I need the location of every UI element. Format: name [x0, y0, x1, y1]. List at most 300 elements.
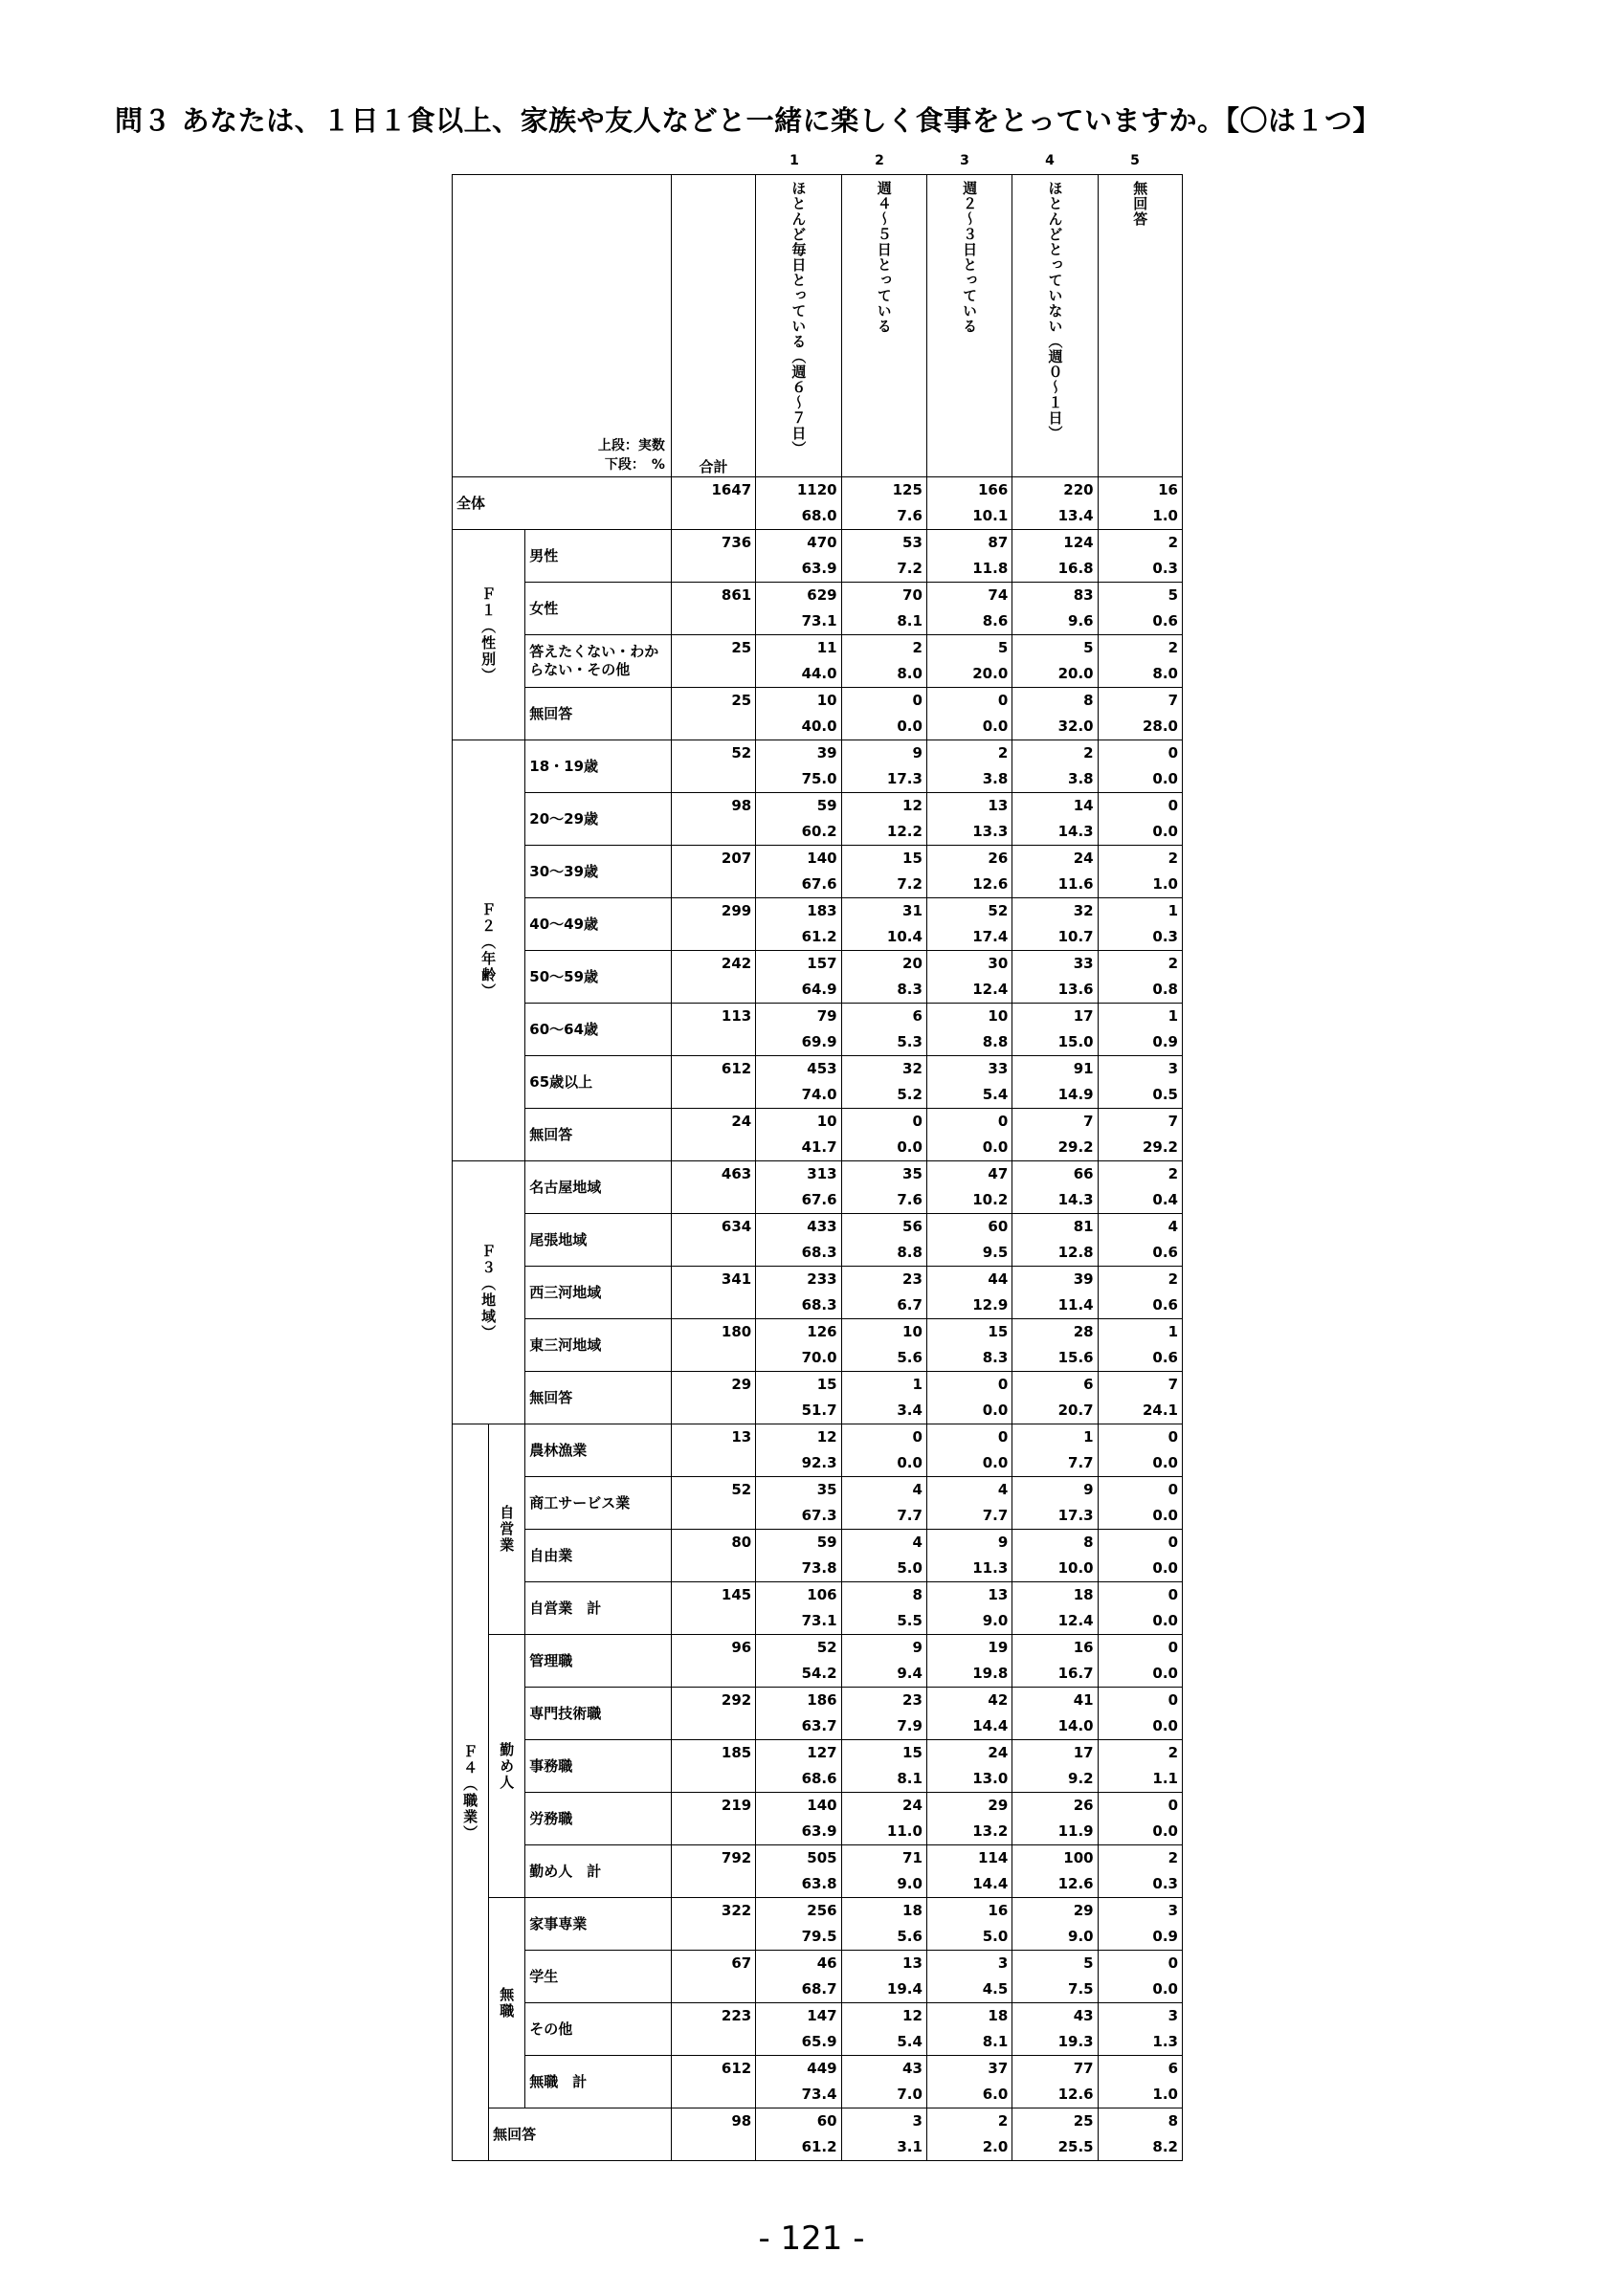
total-pct-blank — [672, 766, 751, 792]
count-value: 4 — [997, 1481, 1009, 1498]
value-cell — [1098, 477, 1182, 530]
total-pct-blank — [672, 1819, 751, 1844]
count-value: 39 — [1073, 1270, 1094, 1288]
count-value: 2 — [1167, 1849, 1178, 1866]
value-cell — [926, 740, 1012, 793]
percent-value: 17.3 — [1057, 1507, 1094, 1524]
value-cell — [841, 1845, 926, 1898]
count-value: 629 — [807, 586, 837, 604]
percent-value: 19.4 — [886, 1980, 923, 1998]
total-pct-blank — [672, 1503, 751, 1529]
value-cell — [926, 1793, 1012, 1845]
total-cell — [671, 1951, 755, 2003]
percent-value: 69.9 — [801, 1033, 837, 1050]
table-row — [453, 1530, 1183, 1582]
percent-value: 0.0 — [1152, 1612, 1178, 1629]
value-cell — [756, 846, 841, 898]
count-value: 4 — [912, 1481, 923, 1498]
row-label: 無回答 — [489, 2108, 672, 2161]
count-value: 17 — [1073, 1744, 1094, 1761]
crosstab-table — [452, 174, 1183, 2161]
percent-value: 1.3 — [1152, 2033, 1178, 2050]
row-label: 農林漁業 — [525, 1424, 672, 1477]
value-cell — [1098, 1424, 1182, 1477]
total-count: 463 — [721, 1165, 752, 1182]
count-value: 1 — [912, 1376, 923, 1393]
value-cell — [1098, 2003, 1182, 2056]
percent-value: 6.7 — [897, 1296, 923, 1314]
upper-label: 上段：実数 — [597, 438, 665, 453]
group-label-f4: Ｆ４（職業） — [461, 1743, 479, 1842]
group-label-f2: Ｆ２（年齢） — [479, 901, 498, 1000]
count-value: 5 — [1083, 1954, 1094, 1972]
value-cell — [756, 1424, 841, 1477]
count-value: 453 — [807, 1060, 837, 1077]
total-pct-blank — [672, 1029, 751, 1055]
count-value: 29 — [1073, 1902, 1094, 1919]
percent-value: 68.3 — [801, 1296, 837, 1314]
value-cell — [926, 477, 1012, 530]
percent-value: 0.3 — [1152, 928, 1178, 945]
value-cell — [841, 688, 926, 740]
value-cell — [1012, 1477, 1098, 1530]
value-cell — [841, 1056, 926, 1109]
table-row — [453, 951, 1183, 1004]
count-value: 4 — [912, 1534, 923, 1551]
value-cell — [756, 1477, 841, 1530]
count-value: 83 — [1073, 586, 1094, 604]
count-value: 28 — [1073, 1323, 1094, 1340]
row-label: 事務職 — [525, 1740, 672, 1793]
count-value: 32 — [902, 1060, 923, 1077]
total-pct-blank — [672, 1976, 751, 2002]
total-cell — [671, 1635, 755, 1688]
count-value: 3 — [1167, 2007, 1178, 2024]
value-cell — [756, 1004, 841, 1056]
count-value: 0 — [1167, 1428, 1178, 1446]
count-value: 10 — [902, 1323, 923, 1340]
count-value: 313 — [807, 1165, 837, 1182]
value-cell — [841, 1635, 926, 1688]
value-cell — [1012, 846, 1098, 898]
value-cell — [1012, 1530, 1098, 1582]
total-cell — [671, 1267, 755, 1319]
count-value: 15 — [816, 1376, 837, 1393]
value-cell — [1098, 1898, 1182, 1951]
count-value: 52 — [988, 902, 1009, 919]
value-cell — [1098, 1582, 1182, 1635]
total-count: 242 — [721, 955, 752, 972]
percent-value: 7.2 — [897, 875, 923, 893]
count-value: 8 — [1167, 2112, 1178, 2130]
count-value: 24 — [902, 1797, 923, 1814]
percent-value: 16.7 — [1057, 1665, 1094, 1682]
percent-value: 0.0 — [897, 1454, 923, 1471]
row-label: 無回答 — [525, 688, 672, 740]
row-label: 労務職 — [525, 1793, 672, 1845]
count-value: 0 — [1167, 1691, 1178, 1709]
count-value: 20 — [902, 955, 923, 972]
value-cell — [926, 2108, 1012, 2161]
row-label: 50～59歳 — [525, 951, 672, 1004]
row-label: 管理職 — [525, 1635, 672, 1688]
total-pct-blank — [672, 556, 751, 582]
count-value: 52 — [816, 1639, 837, 1656]
value-cell — [926, 1951, 1012, 2003]
row-label: 答えたくない・わからない・その他 — [525, 635, 672, 688]
count-value: 47 — [988, 1165, 1009, 1182]
percent-value: 0.3 — [1152, 1875, 1178, 1892]
percent-value: 20.0 — [1057, 665, 1094, 682]
value-cell — [1098, 1688, 1182, 1740]
group-f1 — [453, 530, 525, 740]
table-row — [453, 1372, 1183, 1424]
percent-value: 10.4 — [886, 928, 923, 945]
value-cell — [926, 1267, 1012, 1319]
percent-value: 70.0 — [801, 1349, 837, 1366]
percent-value: 16.8 — [1057, 560, 1094, 577]
value-cell — [841, 1161, 926, 1214]
column-number-2: 2 — [875, 153, 884, 168]
total-cell — [671, 740, 755, 793]
row-label: 65歳以上 — [525, 1056, 672, 1109]
percent-value: 61.2 — [801, 2138, 837, 2155]
value-cell — [756, 1740, 841, 1793]
percent-value: 14.3 — [1057, 823, 1094, 840]
percent-value: 10.0 — [1057, 1559, 1094, 1577]
total-cell — [671, 1845, 755, 1898]
total-pct-blank — [672, 1398, 751, 1424]
value-cell — [1098, 635, 1182, 688]
value-cell — [926, 1582, 1012, 1635]
percent-value: 0.8 — [1152, 981, 1178, 998]
value-cell — [926, 1109, 1012, 1161]
value-cell — [756, 1951, 841, 2003]
percent-value: 11.4 — [1057, 1296, 1094, 1314]
row-label: 尾張地域 — [525, 1214, 672, 1267]
count-value: 2 — [1167, 639, 1178, 656]
total-pct-blank — [672, 1135, 751, 1160]
column-number-4: 4 — [1045, 153, 1055, 168]
percent-value: 63.9 — [801, 560, 837, 577]
count-value: 91 — [1073, 1060, 1094, 1077]
value-cell — [926, 2056, 1012, 2108]
table-row — [453, 1951, 1183, 2003]
percent-value: 14.3 — [1057, 1191, 1094, 1208]
table-row — [453, 1267, 1183, 1319]
table-row — [453, 1319, 1183, 1372]
value-cell — [841, 846, 926, 898]
count-value: 126 — [807, 1323, 837, 1340]
count-value: 1 — [1167, 1323, 1178, 1340]
value-cell — [756, 898, 841, 951]
percent-value: 14.9 — [1057, 1086, 1094, 1103]
percent-value: 12.6 — [1057, 2086, 1094, 2103]
table-row — [453, 1635, 1183, 1688]
total-pct-blank — [672, 1345, 751, 1371]
count-value: 9 — [997, 1534, 1009, 1551]
count-value: 31 — [902, 902, 923, 919]
count-value: 6 — [912, 1007, 923, 1025]
count-value: 2 — [1167, 1744, 1178, 1761]
header-row — [453, 175, 1183, 477]
percent-value: 5.3 — [897, 1033, 923, 1050]
count-value: 3 — [997, 1954, 1009, 1972]
count-value: 81 — [1073, 1218, 1094, 1235]
value-cell — [1012, 740, 1098, 793]
percent-value: 5.2 — [897, 1086, 923, 1103]
percent-value: 13.3 — [972, 823, 1009, 840]
count-value: 14 — [1073, 797, 1094, 814]
value-cell — [1098, 1056, 1182, 1109]
total-count: 180 — [721, 1323, 752, 1340]
count-value: 3 — [1167, 1060, 1178, 1077]
total-count: 98 — [731, 797, 752, 814]
row-label: 家事専業 — [525, 1898, 672, 1951]
value-cell — [841, 1109, 926, 1161]
total-pct-blank — [672, 924, 751, 950]
count-value: 3 — [912, 2112, 923, 2130]
value-cell — [1098, 1951, 1182, 2003]
value-cell — [926, 1845, 1012, 1898]
percent-value: 1.0 — [1152, 507, 1178, 524]
count-value: 43 — [902, 2060, 923, 2077]
percent-value: 3.1 — [897, 2138, 923, 2155]
count-value: 106 — [807, 1586, 837, 1603]
count-value: 0 — [912, 1428, 923, 1446]
value-cell — [1098, 1635, 1182, 1688]
value-cell — [841, 793, 926, 846]
row-label: 東三河地域 — [525, 1319, 672, 1372]
count-value: 41 — [1073, 1691, 1094, 1709]
header-total: 合計 — [671, 175, 755, 477]
value-cell — [1012, 477, 1098, 530]
count-value: 12 — [816, 1428, 837, 1446]
percent-value: 11.8 — [972, 560, 1009, 577]
count-value: 114 — [977, 1849, 1009, 1866]
value-cell — [1012, 1267, 1098, 1319]
value-cell — [1012, 1740, 1098, 1793]
total-pct-blank — [672, 714, 751, 740]
value-cell — [1012, 1214, 1098, 1267]
header-col-5: 無回答 — [1131, 181, 1149, 227]
row-label: 40～49歳 — [525, 898, 672, 951]
percent-value: 0.0 — [897, 1138, 923, 1156]
total-pct-blank — [672, 1240, 751, 1266]
value-cell — [841, 583, 926, 635]
count-value: 59 — [816, 1534, 837, 1551]
percent-value: 51.7 — [801, 1402, 837, 1419]
percent-value: 0.0 — [1152, 1980, 1178, 1998]
percent-value: 7.0 — [897, 2086, 923, 2103]
table-row — [453, 2108, 1183, 2161]
total-count: 634 — [721, 1218, 752, 1235]
percent-value: 68.0 — [801, 507, 837, 524]
percent-value: 32.0 — [1057, 718, 1094, 735]
percent-value: 17.4 — [972, 928, 1009, 945]
value-cell — [756, 1372, 841, 1424]
value-cell — [926, 635, 1012, 688]
percent-value: 1.1 — [1152, 1770, 1178, 1787]
total-cell — [671, 1477, 755, 1530]
count-value: 17 — [1073, 1007, 1094, 1025]
percent-value: 11.3 — [972, 1559, 1009, 1577]
value-cell — [926, 1740, 1012, 1793]
value-cell — [756, 1898, 841, 1951]
value-cell — [1012, 1793, 1098, 1845]
percent-value: 92.3 — [801, 1454, 837, 1471]
count-value: 5 — [1167, 586, 1178, 604]
count-value: 26 — [1073, 1797, 1094, 1814]
value-cell — [1098, 1477, 1182, 1530]
count-value: 6 — [1083, 1376, 1094, 1393]
question-title: 問３ あなたは、１日１食以上、家族や友人などと一緒に楽しく食事をとっていますか。【〇は１つ】 — [115, 104, 1382, 137]
percent-value: 0.9 — [1152, 1928, 1178, 1945]
total-cell — [671, 1372, 755, 1424]
table-row — [453, 1161, 1183, 1214]
value-cell — [926, 898, 1012, 951]
percent-value: 0.3 — [1152, 560, 1178, 577]
percent-value: 0.0 — [1152, 1454, 1178, 1471]
value-cell — [841, 1477, 926, 1530]
count-value: 16 — [1158, 481, 1178, 498]
percent-value: 8.8 — [982, 1033, 1009, 1050]
total-cell — [671, 635, 755, 688]
count-value: 15 — [988, 1323, 1009, 1340]
count-value: 23 — [902, 1270, 923, 1288]
table-row — [453, 1898, 1183, 1951]
count-value: 100 — [1063, 1849, 1094, 1866]
value-cell — [841, 1267, 926, 1319]
header-col-4: ほとんどとっていない（週０～１日） — [1046, 181, 1064, 441]
group-label-unemployed: 無職 — [498, 1986, 516, 2020]
count-value: 1 — [1167, 1007, 1178, 1025]
row-label: 商工サービス業 — [525, 1477, 672, 1530]
value-cell — [841, 1951, 926, 2003]
count-value: 10 — [816, 692, 837, 709]
value-cell — [841, 1688, 926, 1740]
percent-value: 0.0 — [1152, 1822, 1178, 1840]
header-corner — [453, 175, 672, 477]
table-row — [453, 793, 1183, 846]
percent-value: 9.0 — [1068, 1928, 1094, 1945]
percent-value: 0.0 — [1152, 1507, 1178, 1524]
value-cell — [926, 793, 1012, 846]
value-cell — [1012, 1424, 1098, 1477]
table-row — [453, 2003, 1183, 2056]
percent-value: 63.7 — [801, 1717, 837, 1734]
percent-value: 73.1 — [801, 1612, 837, 1629]
percent-value: 20.0 — [972, 665, 1009, 682]
value-cell — [1012, 1319, 1098, 1372]
count-value: 505 — [807, 1849, 837, 1866]
count-value: 32 — [1073, 902, 1094, 919]
row-label: 女性 — [525, 583, 672, 635]
value-cell — [756, 688, 841, 740]
count-value: 7 — [1167, 692, 1178, 709]
row-label: 20～29歳 — [525, 793, 672, 846]
percent-value: 0.0 — [982, 1402, 1009, 1419]
percent-value: 8.8 — [897, 1244, 923, 1261]
value-cell — [841, 1898, 926, 1951]
count-value: 140 — [807, 1797, 837, 1814]
percent-value: 12.8 — [1057, 1244, 1094, 1261]
value-cell — [926, 1161, 1012, 1214]
total-count: 98 — [731, 2112, 752, 2130]
value-cell — [1098, 1530, 1182, 1582]
percent-value: 3.8 — [1068, 770, 1094, 787]
value-cell — [756, 530, 841, 583]
count-value: 13 — [902, 1954, 923, 1972]
value-cell — [1098, 951, 1182, 1004]
count-value: 0 — [1167, 744, 1178, 762]
percent-value: 9.2 — [1068, 1770, 1094, 1787]
total-count: 223 — [721, 2007, 752, 2024]
percent-value: 0.0 — [1152, 1665, 1178, 1682]
value-cell — [926, 951, 1012, 1004]
value-cell — [926, 1477, 1012, 1530]
count-value: 8 — [912, 1586, 923, 1603]
value-cell — [1098, 1161, 1182, 1214]
percent-value: 17.3 — [886, 770, 923, 787]
total-count: 13 — [731, 1428, 752, 1446]
count-value: 23 — [902, 1691, 923, 1709]
count-value: 2 — [1167, 1270, 1178, 1288]
column-number-5: 5 — [1130, 153, 1140, 168]
count-value: 233 — [807, 1270, 837, 1288]
count-value: 125 — [892, 481, 923, 498]
count-value: 220 — [1063, 481, 1094, 498]
percent-value: 5.5 — [897, 1612, 923, 1629]
value-cell — [1098, 2108, 1182, 2161]
value-cell — [841, 1004, 926, 1056]
value-cell — [841, 1582, 926, 1635]
total-count: 341 — [721, 1270, 752, 1288]
value-cell — [756, 635, 841, 688]
count-value: 25 — [1073, 2112, 1094, 2130]
total-cell — [671, 1056, 755, 1109]
value-cell — [926, 583, 1012, 635]
total-pct-blank — [672, 661, 751, 687]
count-value: 33 — [1073, 955, 1094, 972]
total-count: 736 — [721, 534, 752, 551]
count-value: 10 — [988, 1007, 1009, 1025]
percent-value: 4.5 — [982, 1980, 1009, 1998]
percent-value: 2.0 — [982, 2138, 1009, 2155]
table-row — [453, 1424, 1183, 1477]
percent-value: 0.6 — [1152, 612, 1178, 629]
value-cell — [1098, 583, 1182, 635]
count-value: 8 — [1083, 1534, 1094, 1551]
percent-value: 8.0 — [897, 665, 923, 682]
total-pct-blank — [672, 503, 751, 529]
count-value: 0 — [997, 692, 1009, 709]
percent-value: 8.3 — [897, 981, 923, 998]
table-row — [453, 1582, 1183, 1635]
count-value: 2 — [1083, 744, 1094, 762]
row-label: その他 — [525, 2003, 672, 2056]
count-value: 18 — [1073, 1586, 1094, 1603]
count-value: 9 — [1083, 1481, 1094, 1498]
table-row — [453, 1845, 1183, 1898]
percent-value: 12.4 — [1057, 1612, 1094, 1629]
total-count: 792 — [721, 1849, 752, 1866]
count-value: 16 — [988, 1902, 1009, 1919]
percent-value: 7.7 — [982, 1507, 1009, 1524]
row-label: 60～64歳 — [525, 1004, 672, 1056]
total-pct-blank — [672, 2082, 751, 2108]
total-cell — [671, 1793, 755, 1845]
